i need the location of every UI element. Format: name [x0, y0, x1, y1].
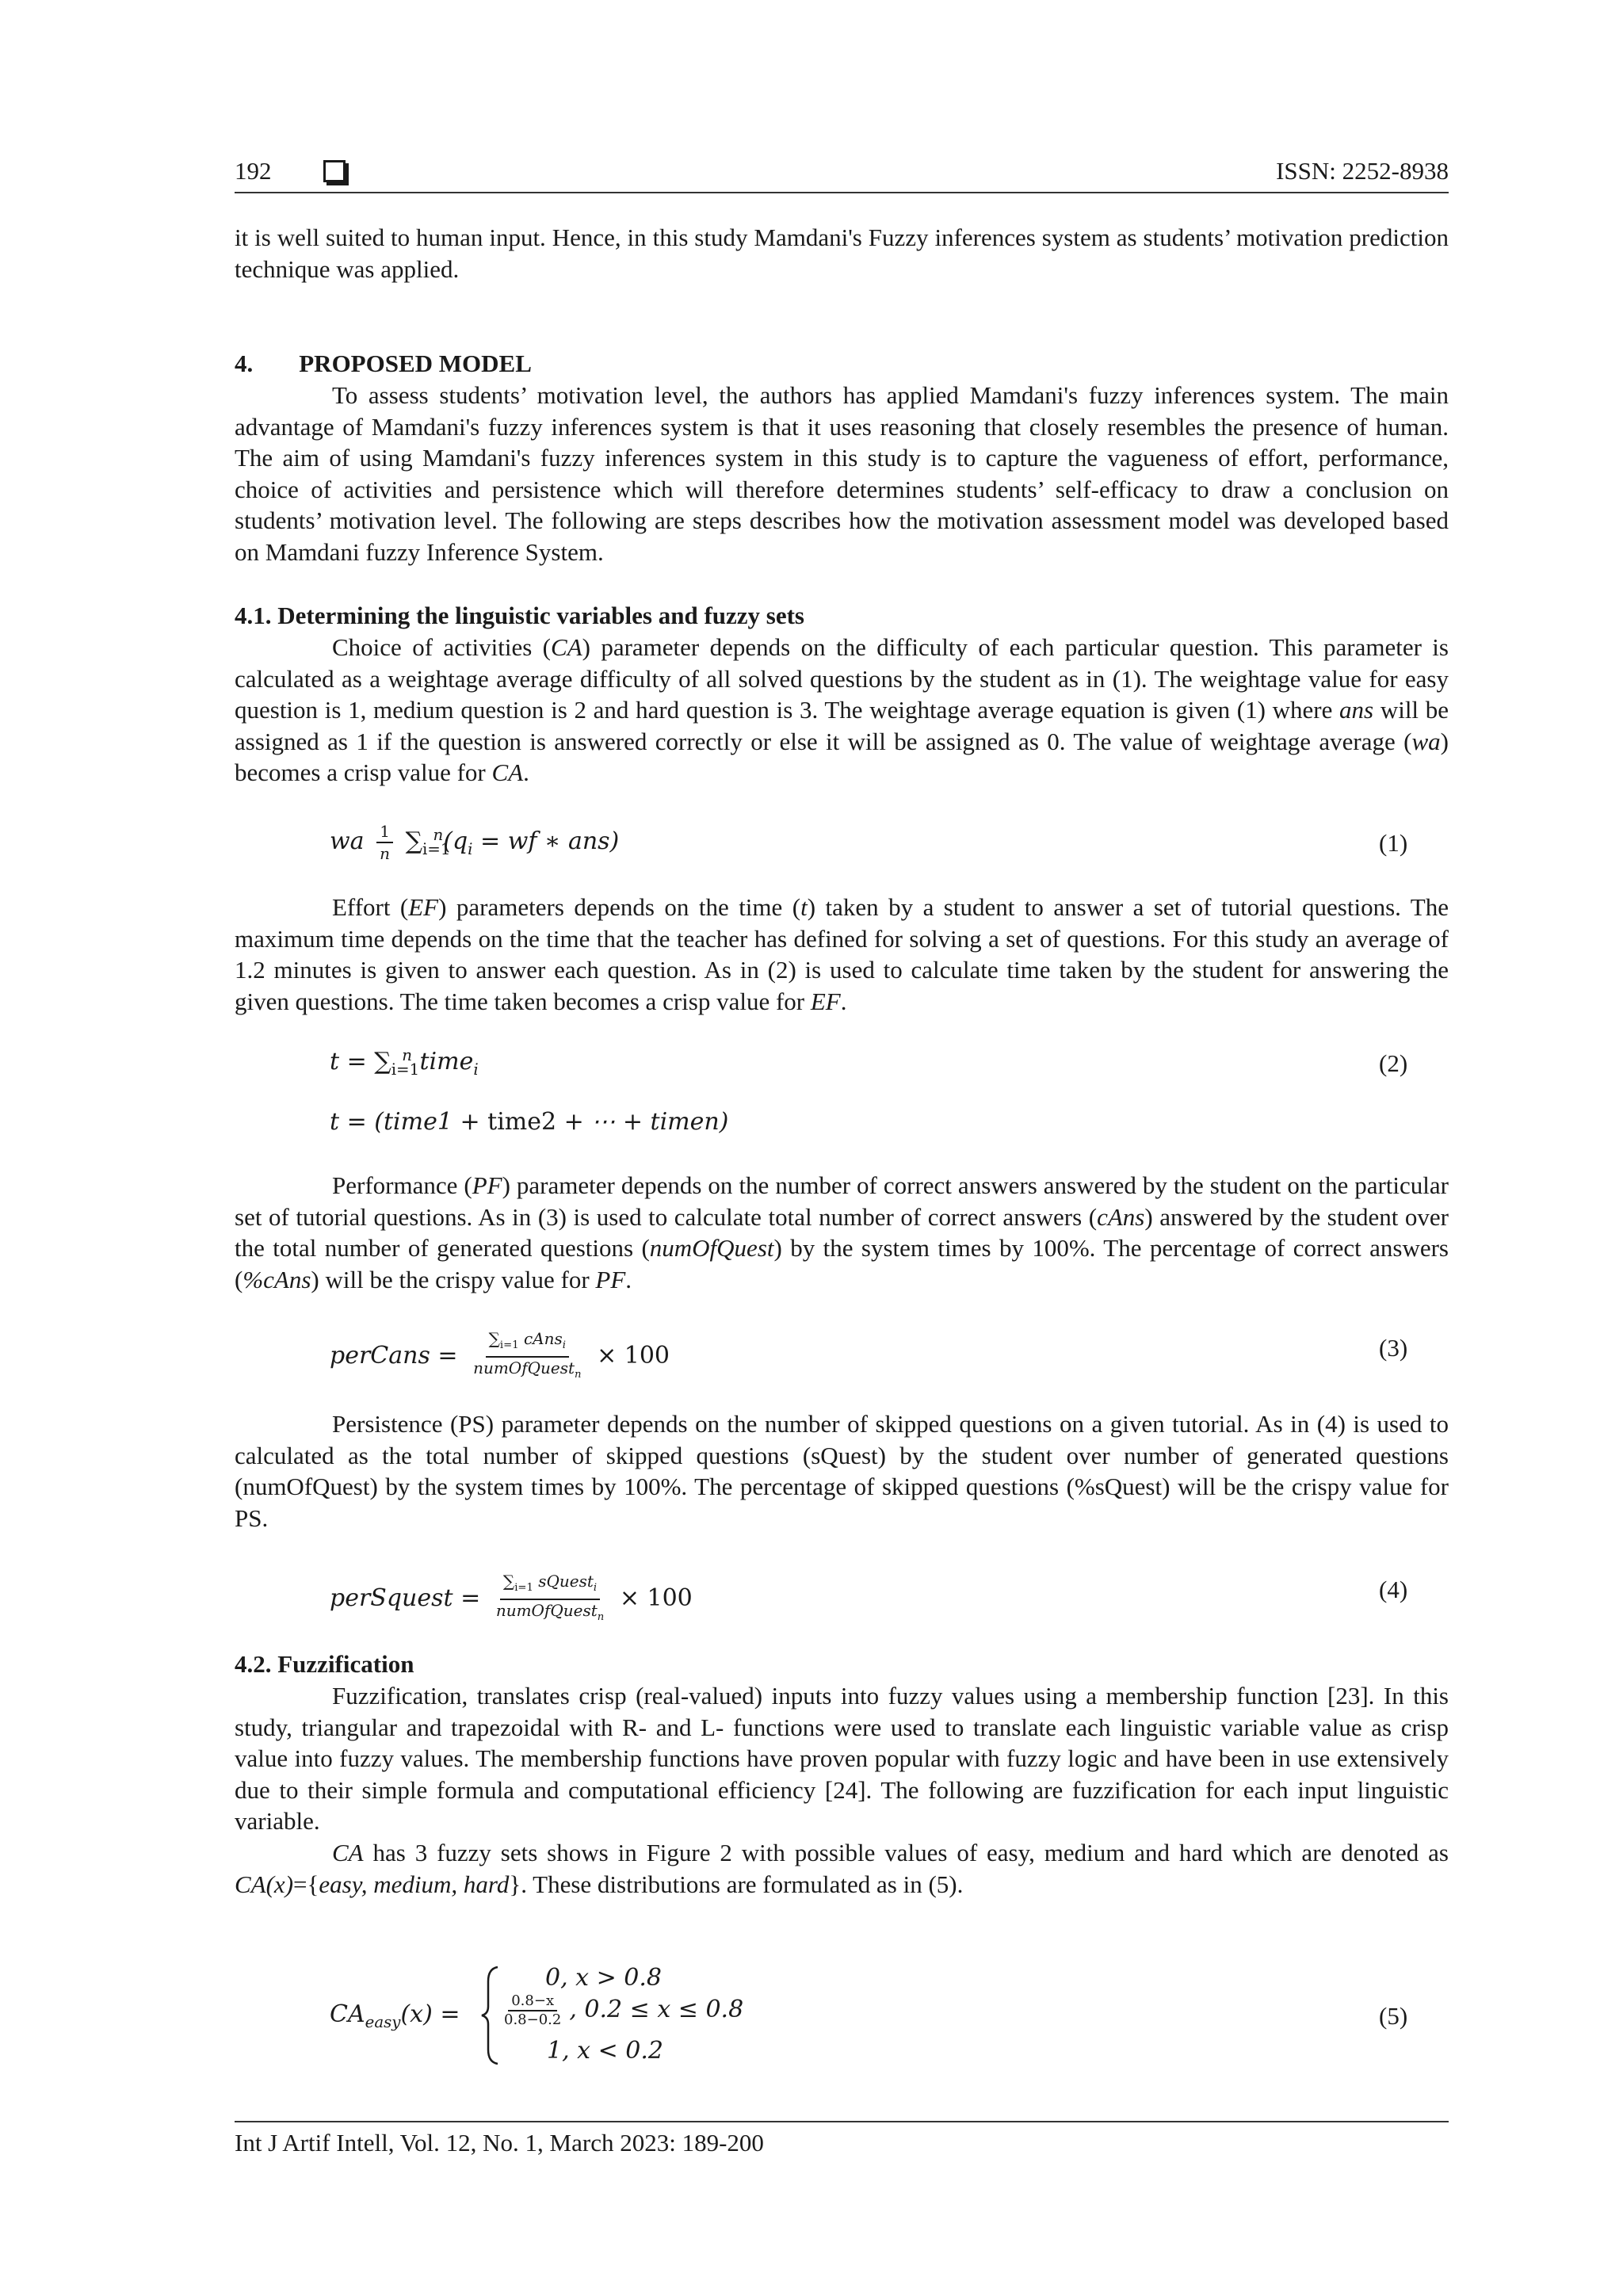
equation-2: $t = \sum_{i=1}^n$ time$_i$: [330, 1046, 479, 1079]
section4-paragraph: To assess students’ motivation level, the authors has applied Mamdani's fuzzy inferences system. The main advantage of Mamdani's fuzzy inferences system is that it uses reasoning that closely resembles the presence of human. The aim of using Mamdani's fuzzy inferences system in this study is to capture the vagueness of effort, performance, choice of activities and persistence which will therefore determines students’ self-efficacy to draw a conclusion on students’ motivation level. The following are steps describes how the motivation assessment model was developed based on Mamdani fuzzy Inference System.: [235, 381, 1449, 566]
equation-3-number: (3): [1379, 1334, 1408, 1362]
equation-5-number: (5): [1379, 2002, 1408, 2030]
fuzzification-paragraph: Fuzzification, translates crisp (real-valued) inputs into fuzzy values using a membership function [23]. In this study, triangular and trapezoidal with R- and L- functions were used to translate each linguistic variable value as crisp value into fuzzy values. The membership functions have proven popular with fuzzy logic and have been in use extensively due to their simple formula and computational efficiency [24]. The following are fuzzification for each input linguistic variable.: [235, 1682, 1449, 1836]
section-title: PROPOSED MODEL: [299, 350, 532, 377]
issn: ISSN: 2252-8938: [1276, 157, 1449, 185]
section-heading: [235, 348, 532, 380]
ca-paragraph: Choice of activities (CA) parameter depends on the difficulty of each particular question. This parameter is calculated as a weightage average difficulty of all solved questions by the student as in (1). The weightage value for easy question is 1, medium question is 2 and hard question is 3. The weightage average equation is given (1) where ans will be assigned as 1 if the question is answered correctly or else it will be assigned as 0. The value of weightage average (wa) becomes a crisp value for CA.: [235, 633, 1449, 787]
equation-2-number: (2): [1379, 1049, 1408, 1077]
equation-1: wa $\frac{1}{n}$ $\sum_{i=1}^n(q_i$ = wf ∗ ans): [330, 822, 620, 863]
ef-paragraph: Effort (EF) parameters depends on the time (t) taken by a student to answer a set of tutorial questions. The maximum time depends on the time that the teacher has defined for solving a set of questions. For this study an average of 1.2 minutes is given to answer each question. As in (2) is used to calculate time taken by the student for answering the given questions. The time taken becomes a crisp value for EF.: [235, 893, 1449, 1015]
equation-3: perCans = $\frac{\sum_{i=1} cAns_i}{numOfQuest_n}$ × 100: [330, 1329, 670, 1381]
equation-5-lhs: $CA_{easy}(x)$ =: [330, 2000, 460, 2031]
page-number: 192: [235, 157, 272, 185]
equation-1-number: (1): [1379, 829, 1408, 857]
header-rule: [235, 192, 1449, 193]
checkbox-icon: [323, 160, 346, 182]
footer-citation: Int J Artif Intell, Vol. 12, No. 1, March 2023: 189-200: [235, 2129, 764, 2157]
equation-4: perSquest = $\frac{\sum_{i=1} sQuest_i}{numOfQuest_n}$ × 100: [330, 1572, 693, 1623]
ps-paragraph: Persistence (PS) parameter depends on the number of skipped questions on a given tutorial. As in (4) is used to calculated as the total number of skipped questions (sQuest) by the student over number of generated questions (numOfQuest) by the system times by 100%. The percentage of skipped questions (%sQuest) will be the crispy value for PS.: [235, 1410, 1449, 1532]
equation-5-case-3: 1, x < 0.2: [547, 2037, 663, 2065]
ca-sets-paragraph: CA has 3 fuzzy sets shows in Figure 2 with possible values of easy, medium and hard which are denoted as CA(x)={easy, medium, hard}. These distributions are formulated as in (5).: [235, 1839, 1449, 1898]
section-number: 4.: [235, 350, 254, 377]
equation-4-number: (4): [1379, 1576, 1408, 1603]
subsection-4-2-title: 4.2. Fuzzification: [235, 1650, 414, 1678]
subsection-4-1-title: 4.1. Determining the linguistic variables and fuzzy sets: [235, 602, 804, 629]
equation-2b: t = (time1 + time2 + ⋯ + timen): [330, 1108, 729, 1136]
equation-5-case-1: 0, x > 0.8: [545, 1964, 662, 1992]
pf-paragraph: Performance (PF) parameter depends on the number of correct answers answered by the student on the particular set of tutorial questions. As in (3) is used to calculate total number of correct answers (cAns) answered by the student over the total number of generated questions (numOfQuest) by the system times by 100%. The percentage of correct answers (%cAns) will be the crispy value for PF.: [235, 1171, 1449, 1293]
footer-rule: [235, 2121, 1449, 2122]
intro-paragraph: it is well suited to human input. Hence, in this study Mamdani's Fuzzy inferences system as students’ motivation prediction technique was applied.: [235, 223, 1449, 283]
equation-5-case-2: $\frac{0.8-x}{0.8-0.2}$ , 0.2 ≤ x ≤ 0.8: [504, 1992, 744, 2028]
